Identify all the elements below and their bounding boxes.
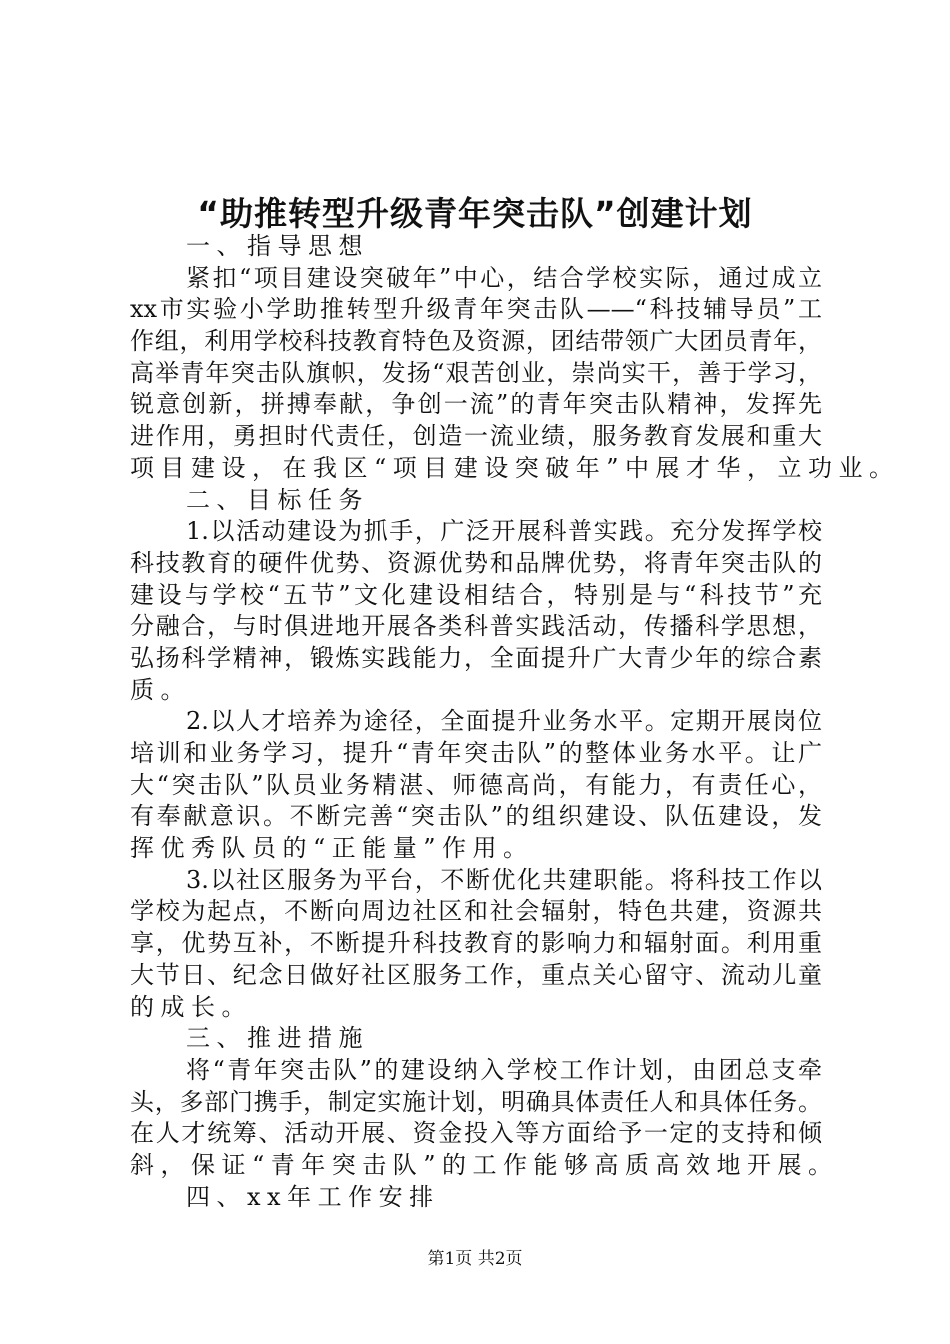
paragraph <box>130 516 822 706</box>
paragraph <box>130 263 900 485</box>
text-line: 3.以社区服务为平台，不断优化共建职能。将科技工作以 <box>186 865 822 894</box>
text-line: 弘扬科学精神，锻炼实践能力，全面提升广大青少年的综合素 <box>130 643 822 672</box>
text-line: 有奉献意识。不断完善“突击队”的组织建设、队伍建设，发 <box>130 802 822 831</box>
text-line: 将“青年突击队”的建设纳入学校工作计划，由团总支牵 <box>186 1055 822 1084</box>
paragraph <box>130 865 822 1023</box>
text-line: 学校为起点，不断向周边社区和社会辐射，特色共建，资源共 <box>130 897 822 926</box>
paragraph <box>130 706 822 864</box>
document-body <box>130 231 900 1213</box>
text-line: 紧扣“项目建设突破年”中心，结合学校实际，通过成立 <box>186 263 822 292</box>
text-line: 享，优势互补，不断提升科技教育的影响力和辐射面。利用重 <box>130 929 822 958</box>
paragraph <box>130 1055 839 1182</box>
document-title: “助推转型升级青年突击队”创建计划 <box>197 194 753 233</box>
text-line: 建设与学校“五节”文化建设相结合，特别是与“科技节”充 <box>130 580 822 609</box>
section-heading: 一、指导思想 <box>186 232 369 260</box>
text-line: 项目建设，在我区“项目建设突破年”中展才华，立功业。 <box>130 453 900 482</box>
section-heading: 四、xx年工作安排 <box>186 1182 440 1211</box>
text-line: 科技教育的硬件优势、资源优势和品牌优势，将青年突击队的 <box>130 548 822 577</box>
text-line: 大节日、纪念日做好社区服务工作，重点关心留守、流动儿童 <box>130 960 822 989</box>
text-line: 锐意创新，拼搏奉献，争创一流”的青年突击队精神，发挥先 <box>130 390 822 419</box>
text-line: 作组，利用学校科技教育特色及资源，团结带领广大团员青年， <box>130 327 822 356</box>
text-line: 进作用，勇担时代责任，创造一流业绩，服务教育发展和重大 <box>130 422 822 451</box>
section-heading: 三、推进措施 <box>186 1024 369 1053</box>
text-line: xx市实验小学助推转型升级青年突击队——“科技辅导员”工 <box>130 295 822 324</box>
text-line: 挥优秀队员的“正能量”作用。 <box>130 834 534 863</box>
text-line: 斜，保证“青年突击队”的工作能够高质高效地开展。 <box>130 1150 839 1179</box>
text-line: 的成长。 <box>130 992 252 1021</box>
text-line: 1.以活动建设为抓手，广泛开展科普实践。充分发挥学校 <box>186 517 822 546</box>
section-heading: 二、目标任务 <box>186 485 369 514</box>
paragraph <box>130 485 822 517</box>
text-line: 培训和业务学习，提升“青年突击队”的整体业务水平。让广 <box>130 739 822 767</box>
paragraph <box>130 231 822 263</box>
text-line: 高举青年突击队旗帜，发扬“艰苦创业，崇尚实干，善于学习， <box>130 358 822 387</box>
text-line: 2.以人才培养为途径，全面提升业务水平。定期开展岗位 <box>186 707 822 736</box>
text-line: 头，多部门携手，制定实施计划，明确具体责任人和具体任务。 <box>130 1087 822 1116</box>
text-line: 大“突击队”队员业务精湛、师德高尚，有能力，有责任心， <box>130 770 822 799</box>
text-line: 质。 <box>130 675 191 704</box>
paragraph <box>130 1023 822 1055</box>
text-line: 分融合，与时俱进地开展各类科普实践活动，传播科学思想， <box>130 612 822 641</box>
text-line: 在人才统筹、活动开展、资金投入等方面给予一定的支持和倾 <box>130 1119 822 1148</box>
paragraph <box>130 1182 822 1214</box>
page-number: 第1页 共2页 <box>427 1249 523 1269</box>
